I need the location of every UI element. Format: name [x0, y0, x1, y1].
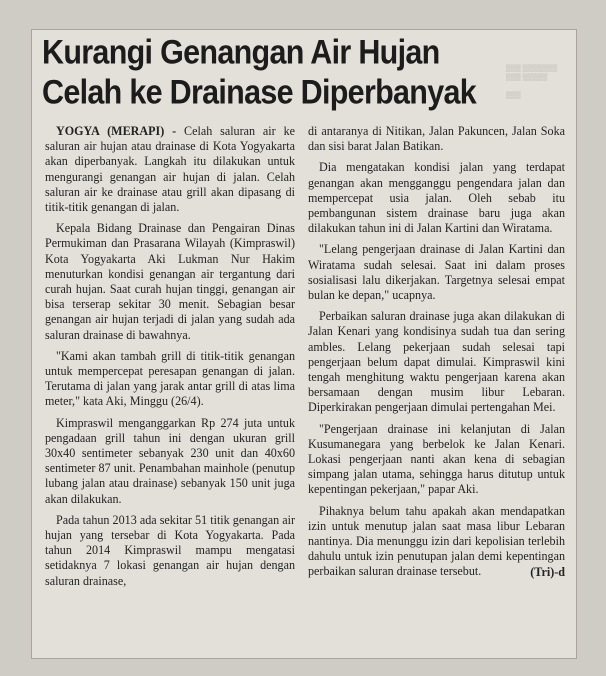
paragraph: "Lelang pengerjaan drainase di Jalan Kartini dan Wiratama sudah selesai. Saat ini dalam proses sosialisasi lalu dikerjakan. Targetnya selesai empat bulan ke depan," ucapnya.: [308, 242, 565, 303]
paragraph: Kepala Bidang Drainase dan Pengairan Dinas Permukiman dan Prasarana Wilayah (Kimpraswil) Kota Yogyakarta Aki Lukman Nur Hakim menuturkan kondisi genangan air tergantung dari curah hujan. Saat curah hujan tinggi, genangan air bisa terserap sekitar 30 menit. Sebagian besar genangan air hujan terjadi di jalan yang sudah ada saluran drainase di bawahnya.: [45, 221, 295, 342]
paragraph: Kimpraswil menganggarkan Rp 274 juta untuk pengadaan grill tahun ini dengan ukuran grill 30x40 sentimeter sebanyak 230 unit dan 40x60 sentimeter 87 unit. Penambahan mainhole (penutup lubang jalan atau drainase) sebanyak 150 unit juga akan dilakukan.: [45, 415, 295, 506]
headline-line-1: Kurangi Genangan Air Hujan: [42, 33, 440, 72]
adjacent-article-fragment: ▒▒▒ ▒▒▒▒▒▒▒ ▒▒▒ ▒▒▒▒▒ ▒▒▒: [506, 64, 558, 99]
paragraph: Perbaikan saluran drainase juga akan dilakukan di Jalan Kenari yang kondisinya sudah tua dan sering ambles. Lelang pekerjaan sudah selesai tapi pengerjaan belum dapat dimulai. Kimpraswil kini tengah menghitung waktu pengerjaan karena akan bersamaan dengan musim libur Lebaran. Diperkirakan pengerjaan dimulai pertengahan Mei.: [308, 309, 565, 415]
newspaper-clipping: [32, 30, 576, 658]
paragraph: [45, 124, 295, 215]
author-credit: (Tri)-d: [530, 564, 565, 579]
paragraph: "Pengerjaan drainase ini kelanjutan di Jalan Kusumanegara yang berbelok ke Jalan Kenari. Lokasi pengerjaan nanti akan kena di sebagian simpang jalan utama, sehingga harus ditutup untuk kepentingan pekerjaan," papar Aki.: [308, 421, 565, 497]
headline: [42, 32, 562, 113]
dateline: YOGYA (MERAPI) -: [56, 124, 177, 138]
article-column-left: [45, 124, 295, 595]
paragraph: Pihaknya belum tahu apakah akan mendapatkan izin untuk menutup jalan saat masa libur Lebaran nantinya. Dia menunggu izin dari kepolisian terlebih dahulu untuk izin penutupan jalan demi kepentingan perbaikan saluran drainase tersebut.: [308, 503, 565, 579]
paragraph: di antaranya di Nitikan, Jalan Pakuncen, Jalan Soka dan sisi barat Jalan Batikan.: [308, 124, 565, 154]
paragraph-text: Celah saluran air ke saluran air hujan atau drainase di Kota Yogyakarta akan diperbanyak. Langkah itu dilakukan untuk mengurangi genangan air hujan di jalan. Celah saluran air ke drainase atau grill akan dipasang di titik-titik genangan di jalan.: [45, 124, 295, 215]
article-column-right: [308, 124, 565, 580]
paragraph: Pada tahun 2013 ada sekitar 51 titik genangan air hujan yang tersebar di Kota Yogyakarta. Pada tahun 2014 Kimpraswil mampu mengatasi setidaknya 7 lokasi genangan air hujan dengan saluran drainase,: [45, 512, 295, 588]
headline-line-2: Celah ke Drainase Diperbanyak: [42, 73, 477, 112]
paragraph: Dia mengatakan kondisi jalan yang terdapat genangan akan mengganggu pengendara jalan dan mempercepat usia jalan. Oleh sebab itu pembangunan sistem drainase baru juga akan dilakukan tahun ini di Jalan Kartini dan Wiratama.: [308, 160, 565, 236]
paragraph: "Kami akan tambah grill di titik-titik genangan untuk mempercepat peresapan genangan di jalan. Terutama di jalan yang jarak antar grill di atas lima meter," kata Aki, Minggu (26/4).: [45, 348, 295, 409]
